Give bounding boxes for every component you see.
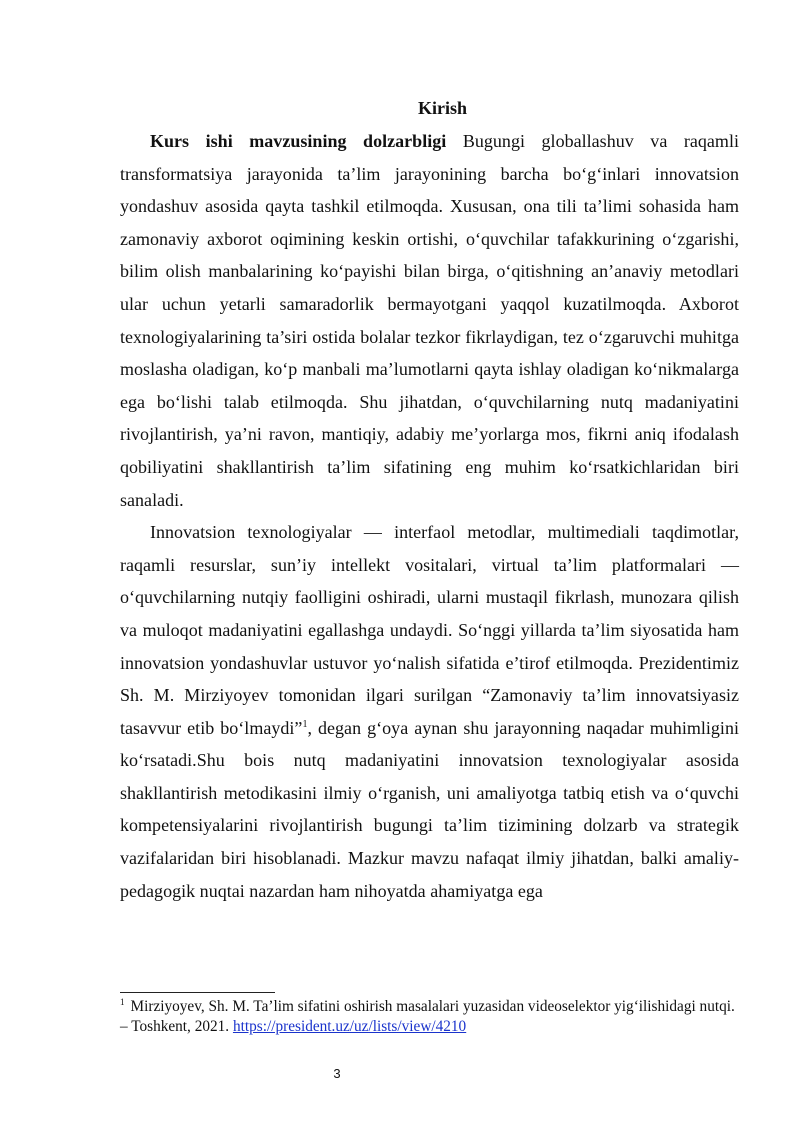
body-text (120, 125, 739, 907)
paragraph-text-before-ref: Innovatsion texnologiyalar — interfaol metodlar, multimediali taqdimotlar, raqamli resurslar, sun’iy intellekt vositalari, virtual ta’lim platformalari — o‘quvchilarning nutqiy faolligini oshiradi, ularni mustaqil fikrlash, munozara qilish va muloqot madaniyatini egallashga undaydi. So‘nggi yillarda ta’lim siyosatida ham innovatsion yondashuvlar ustuvor yo‘nalish sifatida e’tirof etilmoqda. Prezidentimiz Sh. M. Mirziyoyev tomonidan ilgari surilgan “Zamonaviy ta’lim innovatsiyasiz tasavvur etib bo‘lmaydi” (120, 522, 739, 738)
paragraph-text-after-ref: , degan g‘oya aynan shu jarayonning naqadar muhimligini ko‘rsatadi.Shu bois nutq madaniyatini innovatsion texnologiyalar asosida shakllantirish metodikasini ilmiy o‘rganish, uni amaliyotga tatbiq etish va o‘quvchi kompetensiyalarini rivojlantirish bugungi ta’lim tizimining dolzarb va strategik vazifalaridan biri hisoblanadi. Mazkur mavzu nafaqat ilmiy jihatdan, balki amaliy-pedagogik nuqtai nazardan ham nihoyatda ahamiyatga ega (120, 717, 739, 901)
footnote-reference[interactable]: 1 (302, 718, 308, 730)
footnote-link[interactable]: https://president.uz/uz/lists/view/4210 (232, 1018, 467, 1035)
section-heading: Kirish (417, 98, 467, 118)
paragraph-text: Bugungi globallashuv va raqamli transformatsiya jarayonida ta’lim jarayonining barcha bo‘g‘inlari innovatsion yondashuv asosida qayta tashkil etilmoqda. Xususan, ona tili ta’limi sohasida ham zamonaviy axborot oqimining keskin ortishi, o‘quvchilar tafakkurining o‘zgarishi, bilim olish manbalarining ko‘payishi bilan birga, o‘qitishning an’anaviy metodlari ular uchun yetarli samaradorlik bermayotgani yaqqol kuzatilmoqda. Axborot texnologiyalarining ta’siri ostida bolalar tezkor fikrlaydigan, tez o‘zgaruvchi muhitga moslasha oladigan, ko‘p manbali ma’lumotlarni qayta ishlay oladigan ko‘nikmalarga ega bo‘lishi talab etilmoqda. Shu jihatdan, o‘quvchilarning nutq madaniyatini rivojlantirish, ya’ni ravon, mantiqiy, adabiy me’yorlarga mos, fikrni aniq ifodalash qobiliyatini shakllantirish ta’lim sifatining eng muhim ko‘rsatkichlaridan biri sanaladi. (120, 131, 739, 510)
paragraph-relevance (120, 125, 739, 516)
footnote-separator (120, 992, 275, 993)
footnote (120, 997, 740, 1037)
footnote-mark: 1 (120, 996, 125, 1007)
paragraph-innovation (120, 516, 739, 907)
paragraph-lead: Kurs ishi mavzusining dolzarbligi (150, 131, 447, 151)
footnote-text: Mirziyoyev, Sh. M. Ta’lim sifatini oshirish masalalari yuzasidan videoselektor yig‘ilishidagi nutqi. – Toshkent, 2021. (120, 998, 735, 1035)
page-number: 3 (333, 1066, 341, 1081)
